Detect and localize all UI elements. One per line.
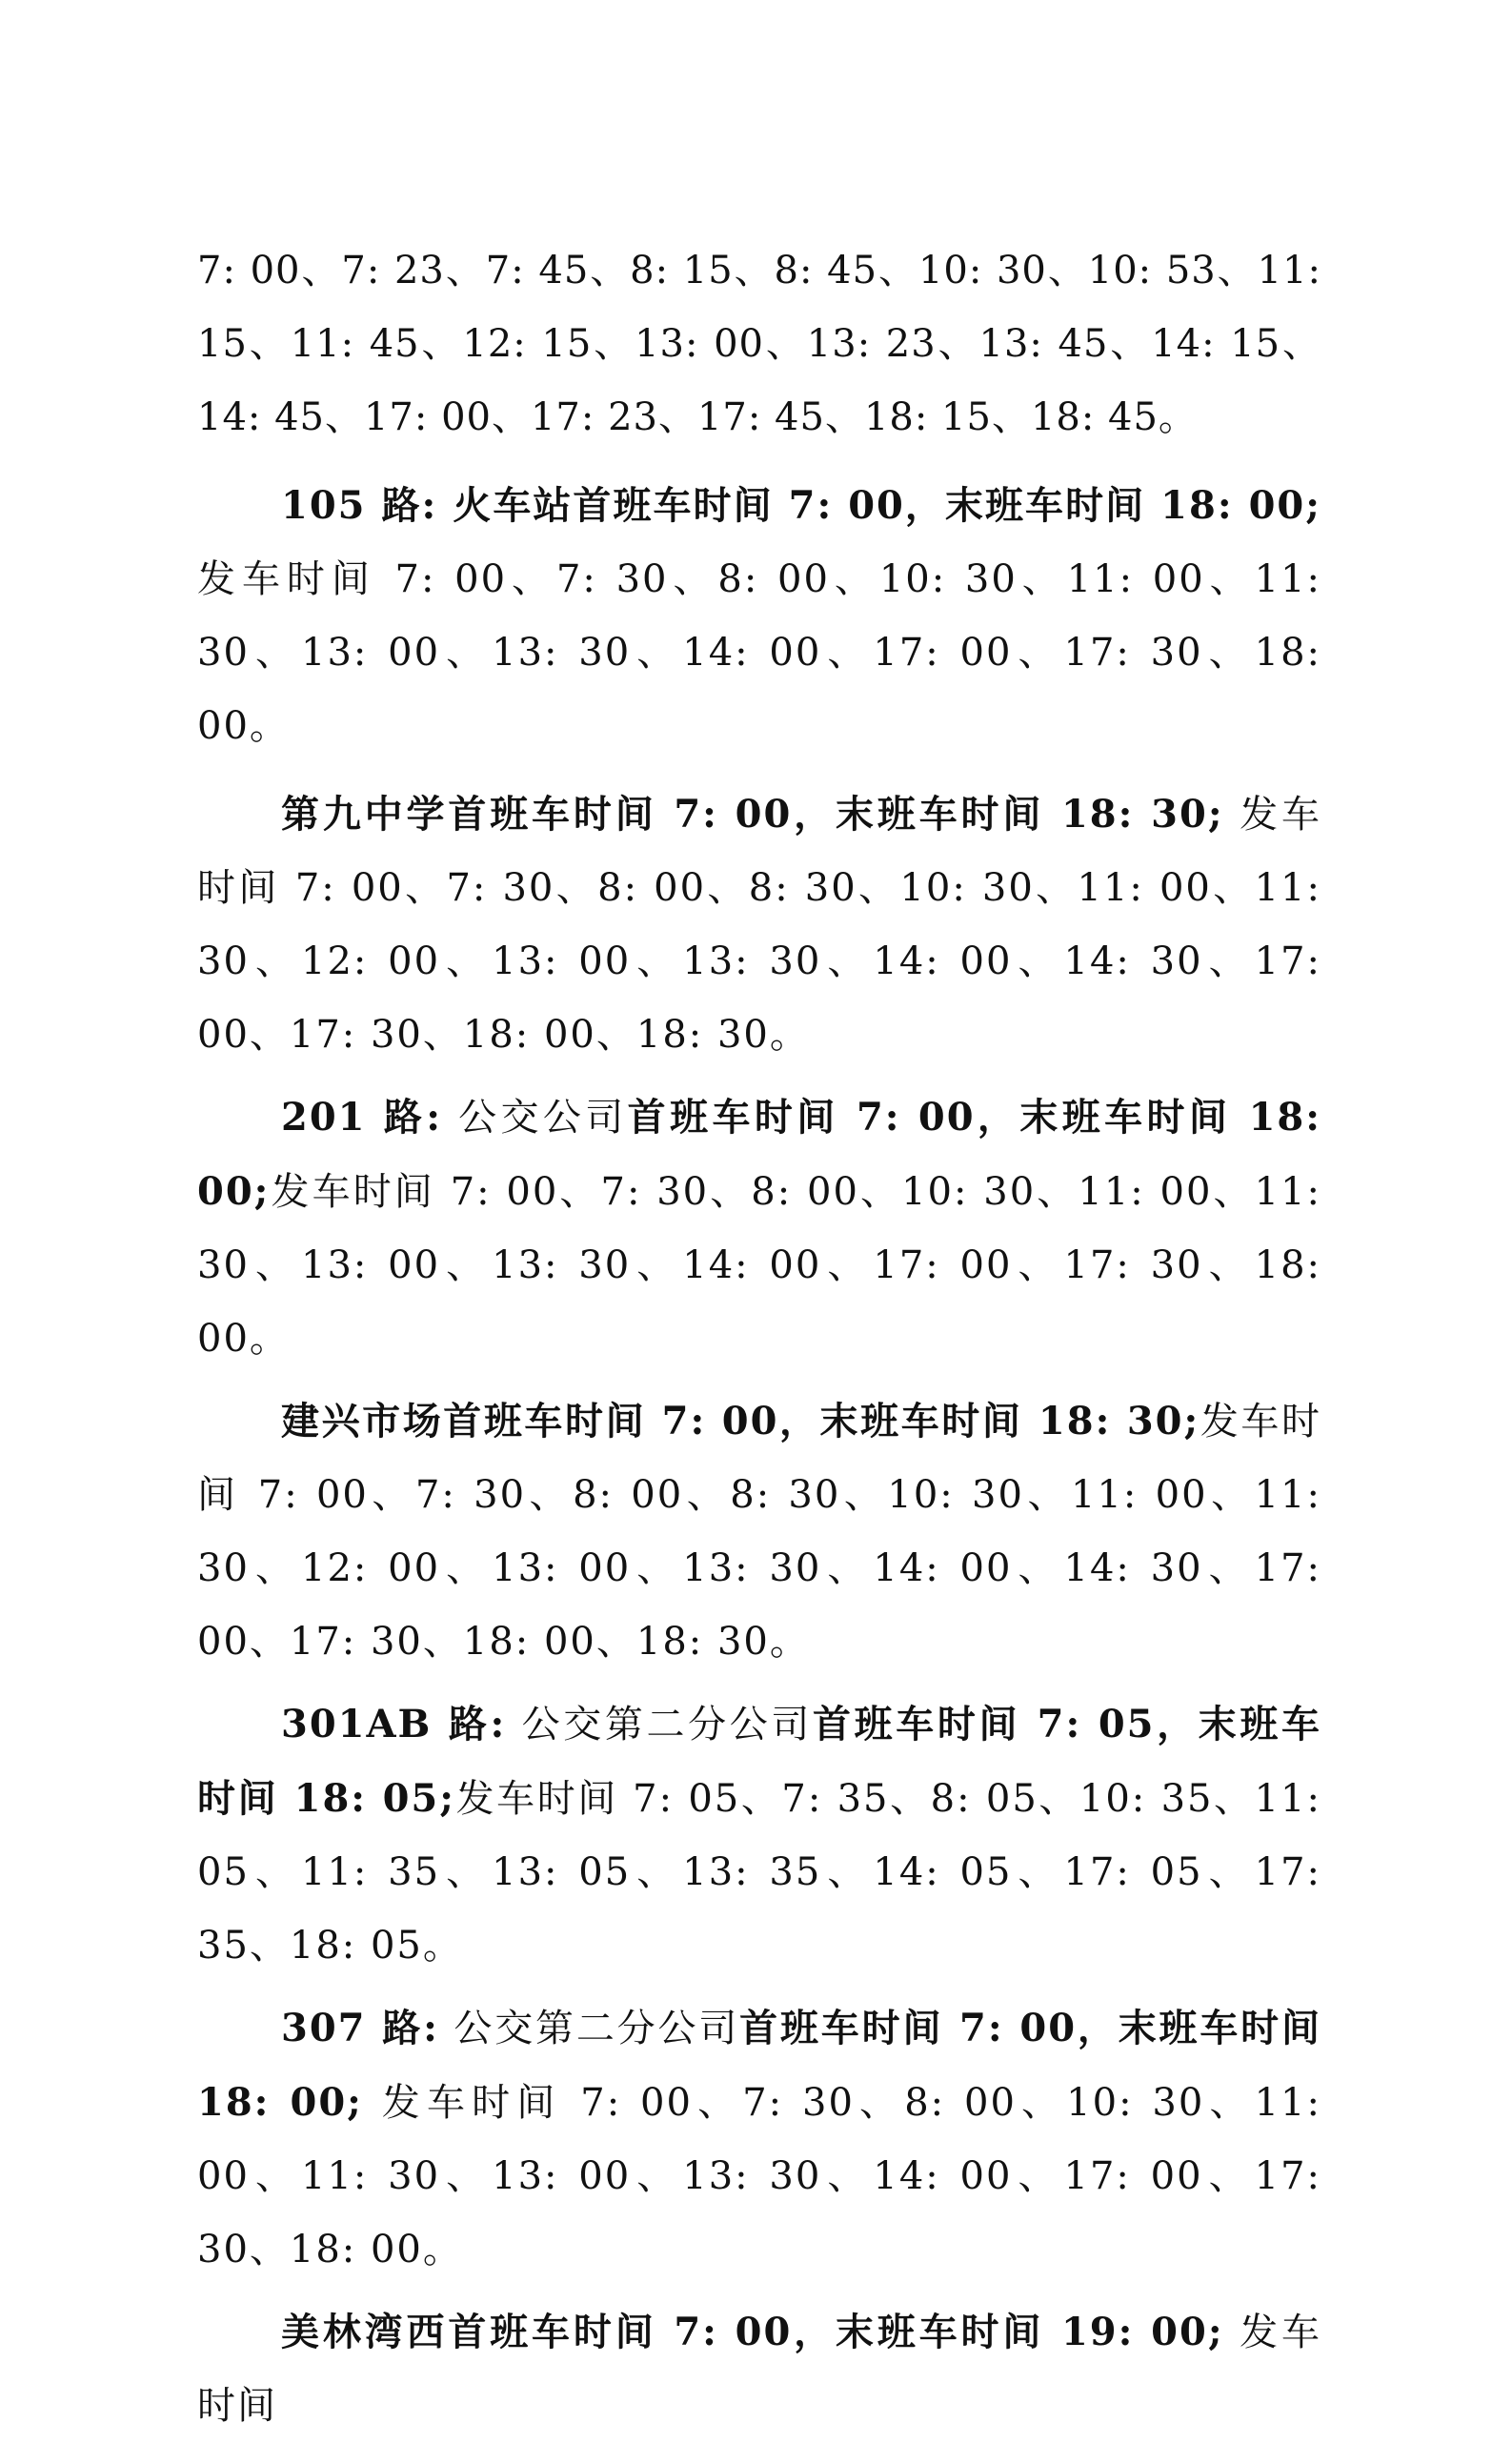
station-name: 公交第二分公司 bbox=[438, 2007, 740, 2050]
route-number: 307 路: bbox=[281, 2006, 439, 2050]
station-first-last-bus: 首班车时间 7: 00，末班车时间 18: 00; bbox=[197, 1095, 1322, 1214]
station-first-last-bus: 首班车时间 7: 05，末班车时间 18: 05; bbox=[197, 1702, 1321, 1821]
station-first-last-bus: 建兴市场首班车时间 7: 00，末班车时间 18: 30; bbox=[281, 1399, 1200, 1444]
route-number: 201 路: bbox=[281, 1095, 442, 1140]
departure-times: 发车时间 7: 00、7: 30、8: 00、10: 30、11: 00、11: 30、13: 00、13: 30、14: 00、17: 00、17: 30、18: 00。 bbox=[197, 1170, 1321, 1361]
route-307-dierfengongsi bbox=[197, 1991, 1321, 2287]
departure-times: 发车时间 7: 00、7: 30、8: 00、8: 30、10: 30、11: 00、11: 30、12: 00、13: 00、13: 30、14: 00、14: 30、17: 00、17: 30、18: 00、18: 30。 bbox=[197, 1400, 1321, 1664]
departure-times: 发车时间 7: 00、7: 30、8: 00、10: 30、11: 00、11: 30、13: 00、13: 30、14: 00、17: 00、17: 30、18: 00。 bbox=[197, 2081, 1321, 2271]
station-first-last-bus: 第九中学首班车时间 7: 00，末班车时间 18: 30; bbox=[281, 792, 1224, 837]
departure-times: 发车时间 7: 00、7: 30、8: 00、10: 30、11: 00、11: 30、13: 00、13: 30、14: 00、17: 00、17: 30、18: 00。 bbox=[197, 557, 1321, 748]
route-number: 301AB 路: bbox=[281, 1702, 507, 1746]
station-name: 公交第二分公司 bbox=[506, 1703, 813, 1746]
route-307-meilinwanxi bbox=[197, 2295, 1321, 2443]
station-first-last-bus: 火车站首班车时间 7: 00，末班车时间 18: 00; bbox=[437, 483, 1322, 528]
station-first-last-bus: 美林湾西首班车时间 7: 00，末班车时间 19: 00; bbox=[281, 2310, 1224, 2354]
route-301ab-dierfengongsi bbox=[197, 1687, 1321, 1983]
schedule-continued-times bbox=[197, 234, 1321, 454]
route-number: 105 路: bbox=[281, 483, 438, 528]
station-name: 公交公司 bbox=[441, 1096, 628, 1140]
route-201-jianxingshichang bbox=[197, 1384, 1321, 1679]
route-105-huochezhan bbox=[197, 469, 1321, 763]
departure-times: 发车时间 bbox=[197, 2311, 1322, 2428]
route-201-gongjiaogongsi bbox=[197, 1080, 1321, 1376]
departure-times: 发车时间 7: 00、7: 30、8: 00、8: 30、10: 30、11: 00、11: 30、12: 00、13: 00、13: 30、14: 00、14: 30、17: 00、17: 30、18: 00、18: 30。 bbox=[197, 793, 1322, 1057]
departure-times: 发车时间 7: 05、7: 35、8: 05、10: 35、11: 05、11: 35、13: 05、13: 35、14: 05、17: 05、17: 35、18: 05。 bbox=[197, 1777, 1321, 1968]
departure-times: 7: 00、7: 23、7: 45、8: 15、8: 45、10: 30、10: 53、11: 15、11: 45、12: 15、13: 00、13: 23、13: 45、14: 15、14: 45、17: 00、17: 23、17: 45、18: 15、18: 45。 bbox=[197, 249, 1321, 439]
station-first-last-bus: 首班车时间 7: 00，末班车时间 18: 00; bbox=[197, 2006, 1321, 2125]
document-page bbox=[197, 234, 1321, 2443]
route-105-dijiuzhongxue bbox=[197, 777, 1321, 1072]
